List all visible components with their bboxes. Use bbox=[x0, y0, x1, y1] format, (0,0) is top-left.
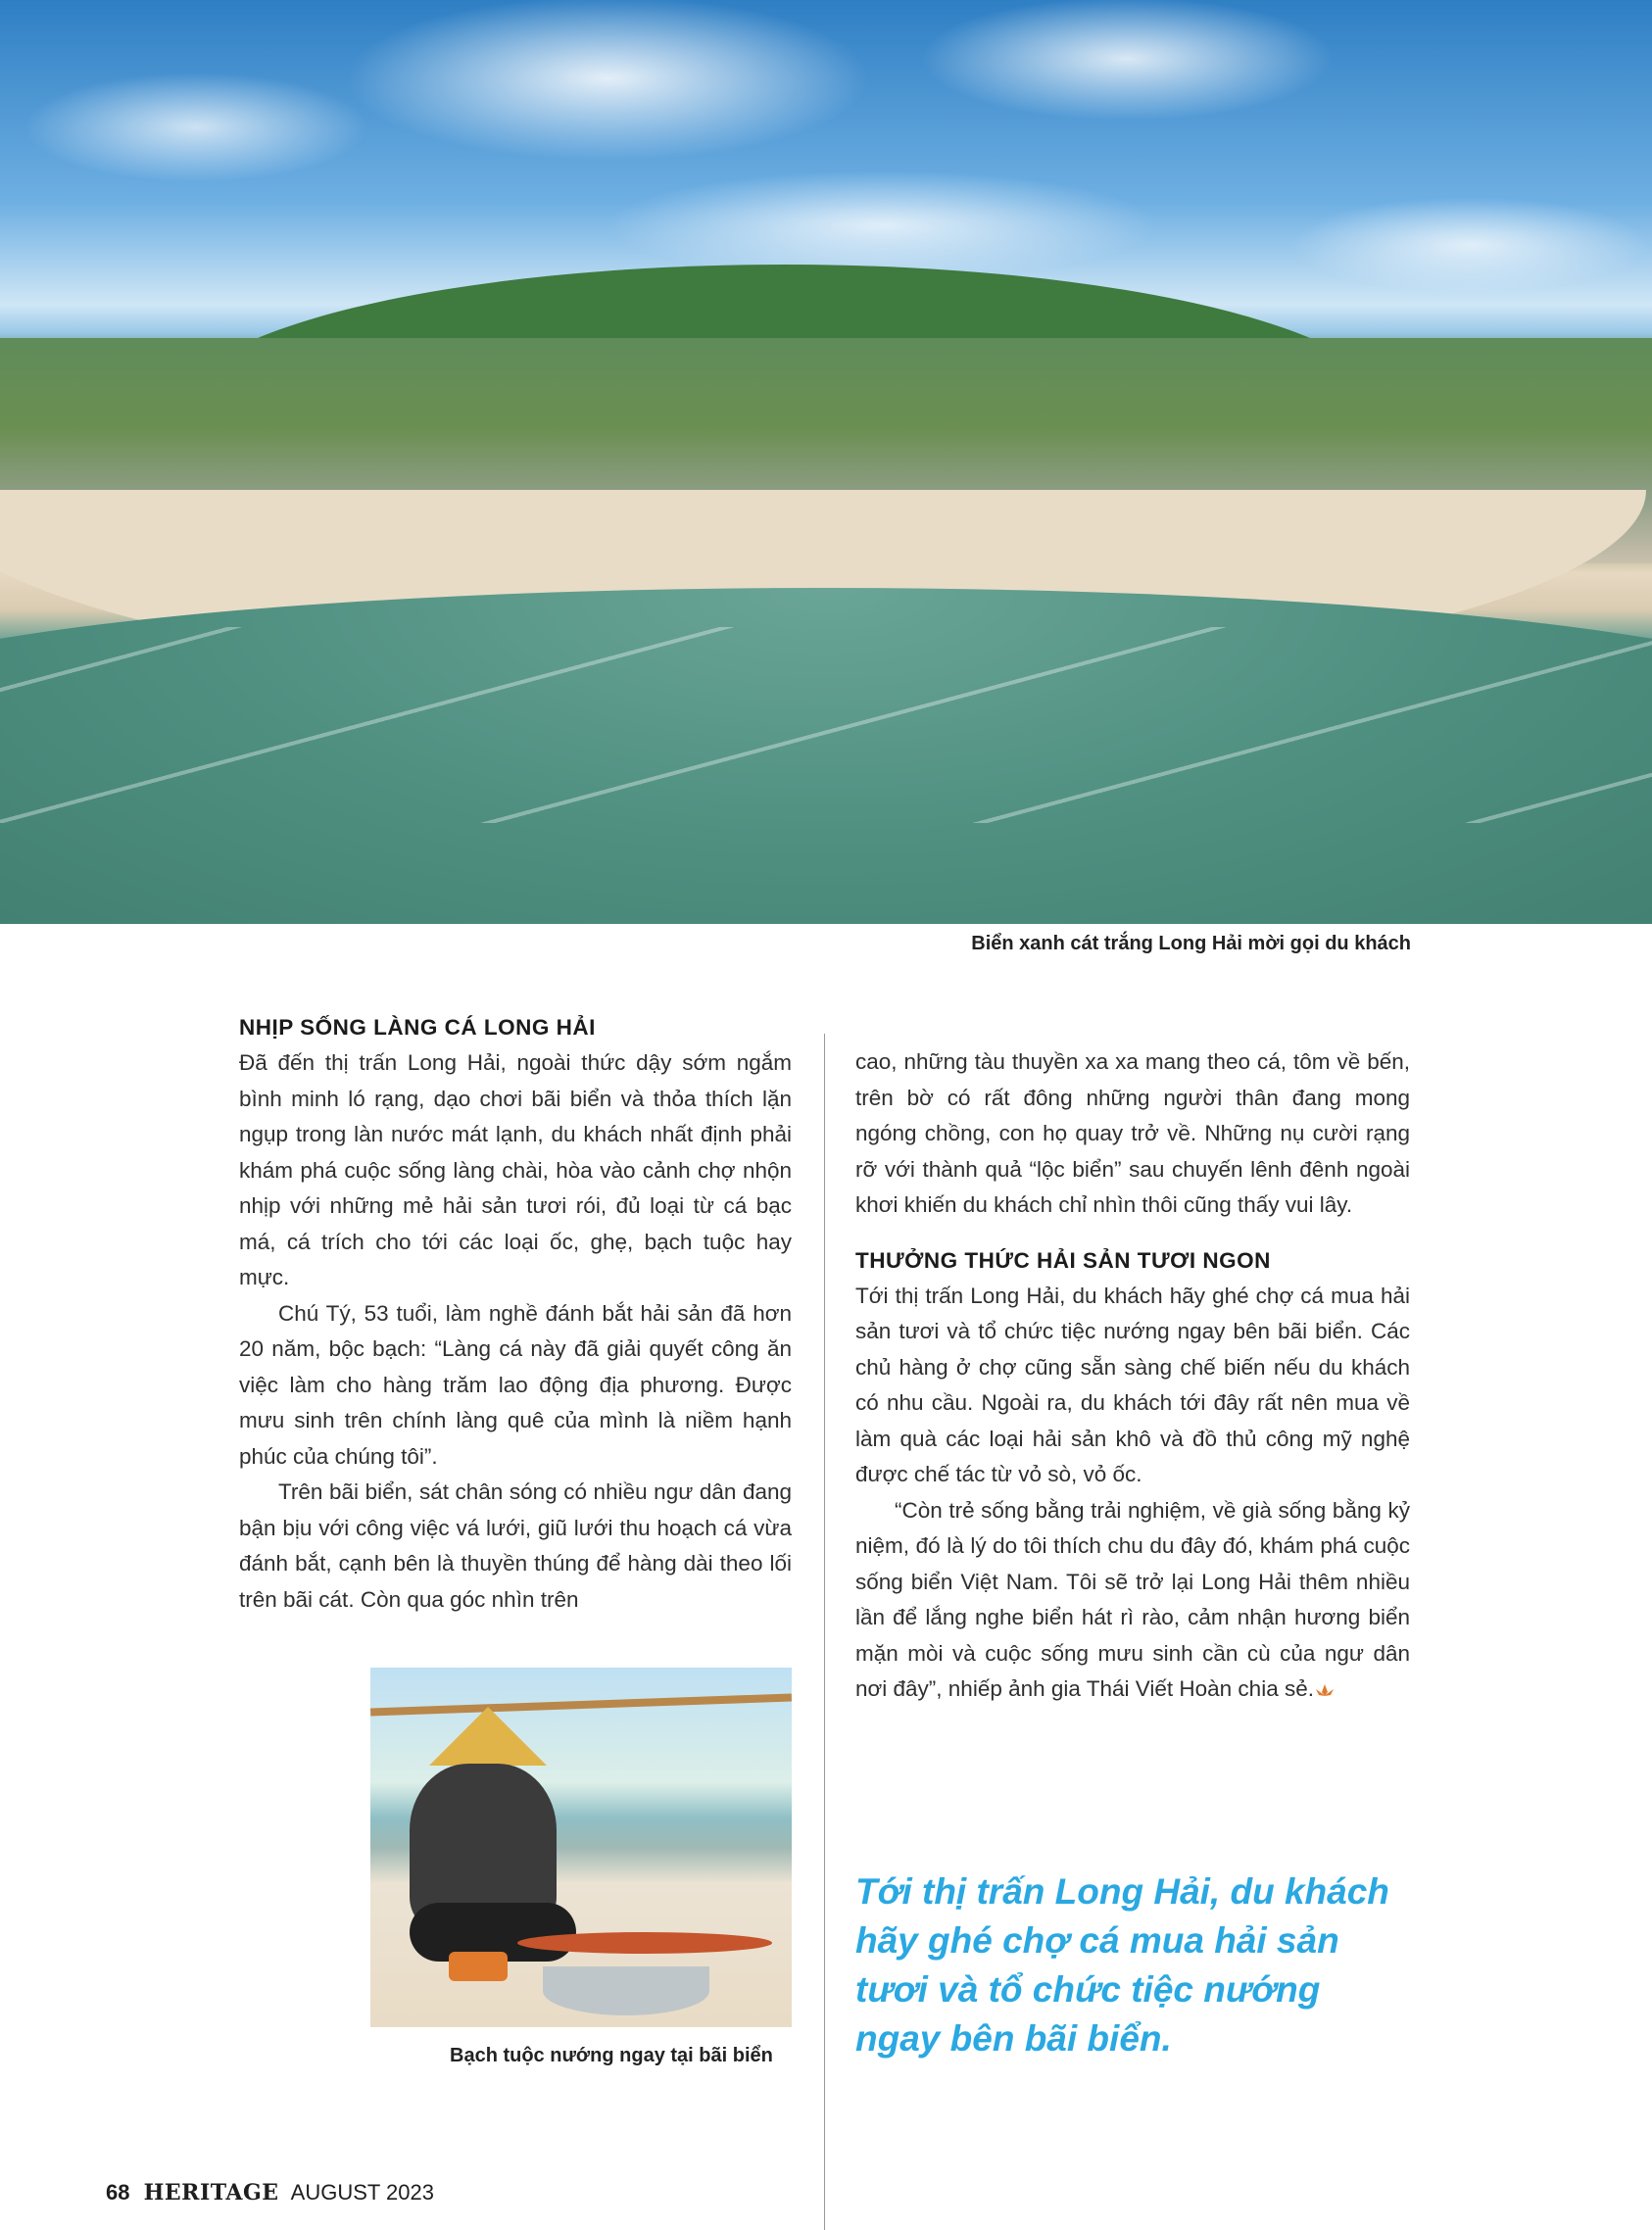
metal-basin bbox=[543, 1966, 709, 2015]
photo-caption: Bạch tuộc nướng ngay tại bãi biển bbox=[450, 2045, 773, 2066]
hero-photo bbox=[0, 0, 1652, 924]
section-heading-village: NHỊP SỐNG LÀNG CÁ LONG HẢI bbox=[239, 1015, 596, 1040]
issue-date: AUGUST 2023 bbox=[290, 2180, 435, 2205]
hero-waves bbox=[0, 627, 1652, 823]
pull-quote: Tới thị trấn Long Hải, du khách hãy ghé chợ cá mua hải sản tươi và tổ chức tiệc nướng ngay bên bãi biển. bbox=[855, 1871, 1389, 2059]
right-column bbox=[855, 1044, 1410, 1708]
paragraph: Đã đến thị trấn Long Hải, ngoài thức dậy sớm ngắm bình minh ló rạng, dạo chơi bãi biển và thỏa thích lặn ngụp trong làn nước mát lạnh, du khách nhất định phải khám phá cuộc sống làng chài, hòa vào cảnh chợ nhộn nhịp với những mẻ hải sản tươi rói, đủ loại từ cá bạc má, cá trích cho tới các loại ốc, ghẹ, bạch tuộc hay mực. bbox=[239, 1050, 792, 1289]
street-vendor-photo bbox=[370, 1668, 792, 2027]
page-footer bbox=[106, 2180, 434, 2206]
paragraph: Tới thị trấn Long Hải, du khách hãy ghé chợ cá mua hải sản tươi và tổ chức tiệc nướng ngay bên bãi biển. Các chủ hàng ở chợ cũng sẵn sàng chế biến nếu du khách có nhu cầu. Ngoài ra, du khách tới đây rất nên mua về làm quà các loại hải sản khô và đồ thủ công mỹ nghệ được chế tác từ vỏ sò, vỏ ốc. bbox=[855, 1283, 1410, 1486]
conical-hat bbox=[429, 1707, 547, 1766]
paragraph: Chú Tý, 53 tuổi, làm nghề đánh bắt hải sản đã hơn 20 năm, bộc bạch: “Làng cá này đã giải quyết công ăn việc làm cho hàng trăm lao động địa phương. Được mưu sinh trên chính làng quê của mình là niềm hạnh phúc của chúng tôi”. bbox=[239, 1300, 792, 1469]
paragraph-text: “Còn trẻ sống bằng trải nghiệm, về già sống bằng kỷ niệm, đó là lý do tôi thích chu du đây đó, khám phá cuộc sống biển Việt Nam. Tôi sẽ trở lại Long Hải thêm nhiều lần để lắng nghe biển hát rì rào, cảm nhận hương biển mặn mòi và cuộc sống mưu sinh cần cù của ngư dân nơi đây”, nhiếp ảnh gia Thái Viết Hoàn chia sẻ. bbox=[855, 1497, 1410, 1701]
plastic-stool bbox=[449, 1952, 508, 1981]
column-divider bbox=[824, 1034, 825, 2230]
paragraph: Trên bãi biển, sát chân sóng có nhiều ngư dân đang bận bịu với công việc vá lưới, giũ lưới thu hoạch cá vừa đánh bắt, cạnh bên là thuyền thúng để hàng dài theo lối trên bãi cát. Còn qua góc nhìn trên bbox=[239, 1479, 792, 1612]
magazine-brand: HERITAGE bbox=[143, 2180, 279, 2206]
hero-caption: Biển xanh cát trắng Long Hải mời gọi du khách bbox=[971, 933, 1411, 954]
page-number: 68 bbox=[106, 2180, 130, 2205]
grill-tray bbox=[517, 1932, 772, 1954]
section-heading-seafood: THƯỞNG THỨC HẢI SẢN TƯƠI NGON bbox=[855, 1247, 1271, 1273]
paragraph-final bbox=[855, 1493, 1410, 1708]
left-column bbox=[239, 1010, 792, 1618]
paragraph: cao, những tàu thuyền xa xa mang theo cá, tôm về bến, trên bờ có rất đông những người thân đang mong ngóng chồng, con họ quay trở về. Những nụ cười rạng rỡ với thành quả “lộc biển” sau chuyến lênh đênh ngoài khơi khiến du khách chỉ nhìn thôi cũng thấy vui lây. bbox=[855, 1049, 1410, 1217]
lotus-icon bbox=[1314, 1683, 1336, 1697]
